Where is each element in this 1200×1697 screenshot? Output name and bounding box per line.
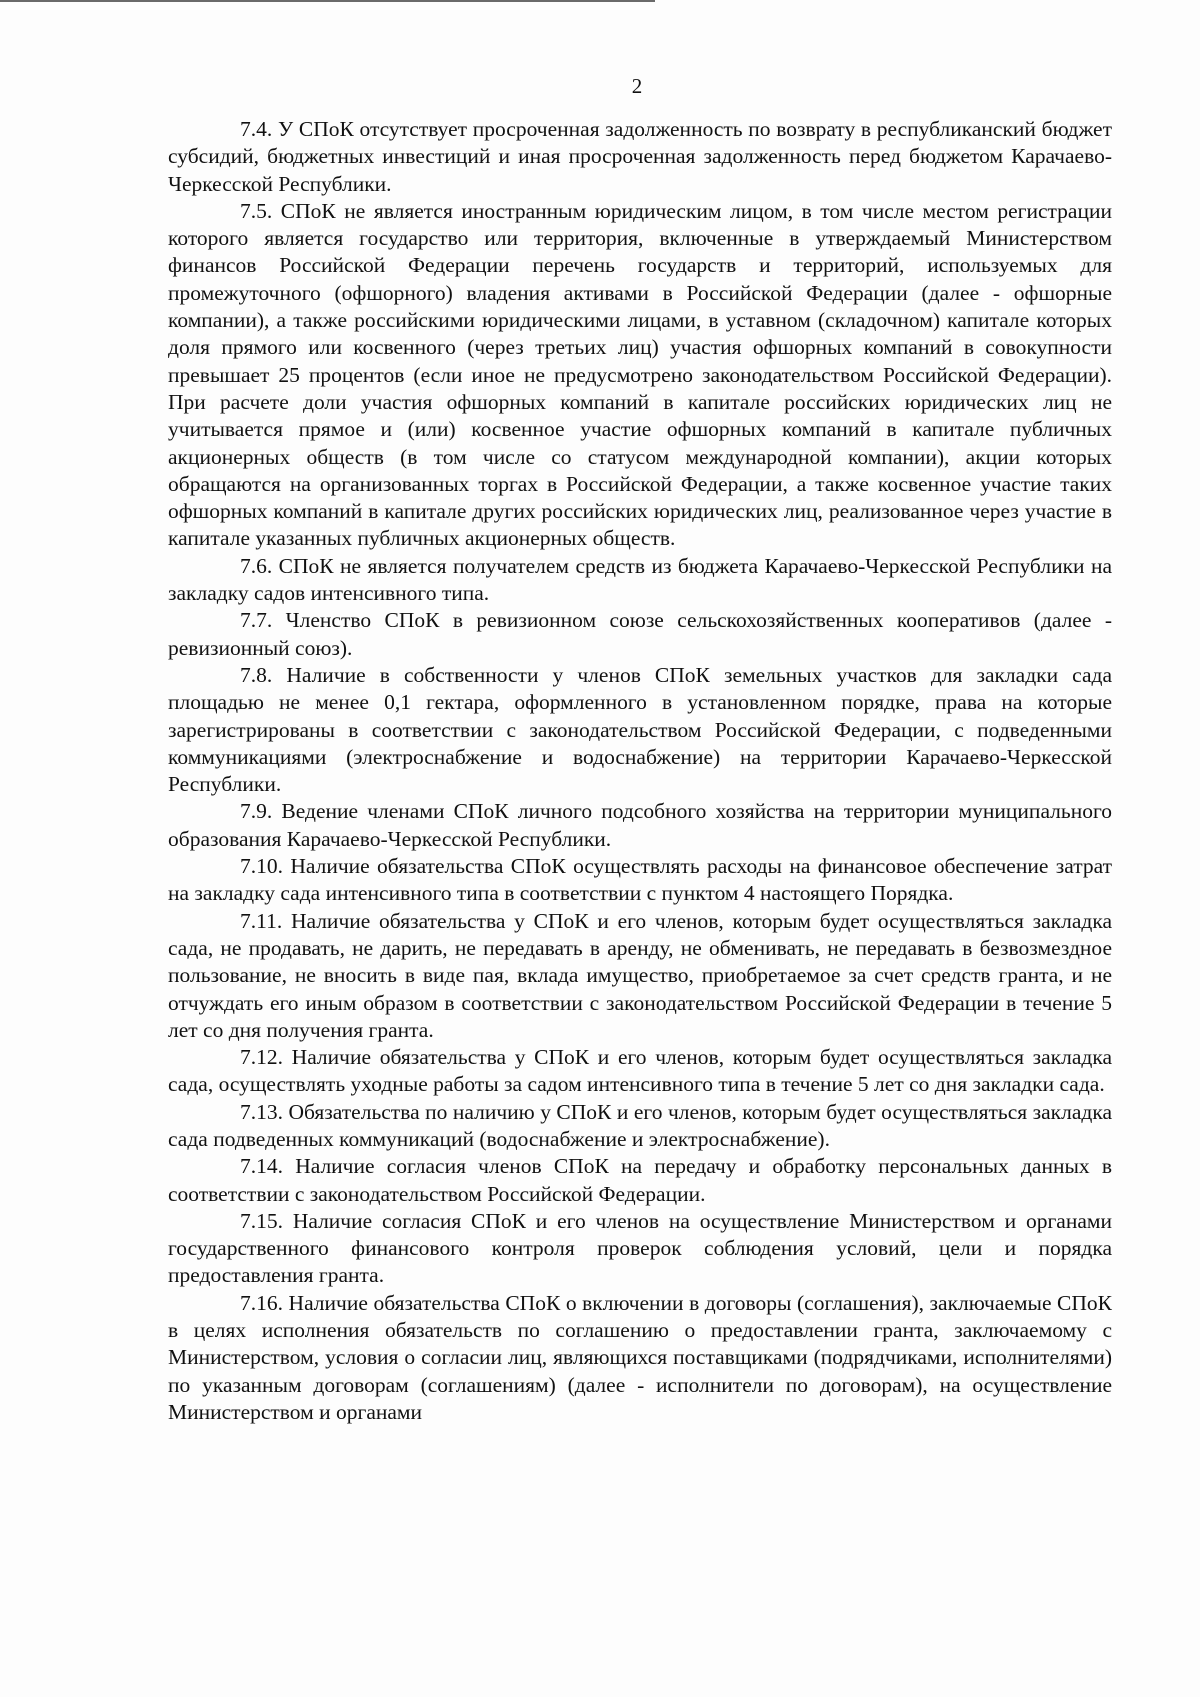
paragraph-7-5: 7.5. СПоК не является иностранным юридическим лицом, в том числе местом регистрации которого является государство или территория, включенные в утверждаемый Министерством финансов Российской Федерации перечень государств и территорий, используемых для промежуточного (офшорного) владения активами в Российской Федерации (далее - офшорные компании), а также российскими юридическими лицами, в уставном (складочном) капитале которых доля прямого или косвенного (через третьих лиц) участия офшорных компаний в совокупности превышает 25 процентов (если иное не предусмотрено законодательством Российской Федерации). При расчете доли участия офшорных компаний в капитале российских юридических лиц не учитывается прямое и (или) косвенное участие офшорных компаний в капитале публичных акционерных обществ (в том числе со статусом международной компании), акции которых обращаются на организованных торгах в Российской Федерации, а также косвенное участие таких офшорных компаний в капитале других российских юридических лиц, реализованное через участие в капитале указанных публичных акционерных обществ. [168,198,1112,551]
paragraph-7-14: 7.14. Наличие согласия членов СПоК на передачу и обработку персональных данных в соответствии с законодательством Российской Федерации. [168,1154,1112,1206]
paragraph-7-4: 7.4. У СПоК отсутствует просроченная задолженность по возврату в республиканский бюджет субсидий, бюджетных инвестиций и иная просроченная задолженность перед бюджетом Карачаево-Черкесской Республики. [168,117,1112,196]
paragraph-7-12: 7.12. Наличие обязательства у СПоК и его членов, которым будет осуществляться закладка сада, осуществлять уходные работы за садом интенсивного типа в течение 5 лет со дня закладки сада. [168,1045,1112,1097]
paragraph-7-8: 7.8. Наличие в собственности у членов СПоК земельных участков для закладки сада площадью не менее 0,1 гектара, оформленного в установленном порядке, права на которые зарегистрированы в соответствии с законодательством Российской Федерации, с подведенными коммуникациями (электроснабжение и водоснабжение) на территории Карачаево-Черкесской Республики. [168,662,1112,797]
paragraph-7-6: 7.6. СПоК не является получателем средств из бюджета Карачаево-Черкесской Республики на закладку садов интенсивного типа. [168,553,1112,606]
paragraph-7-13: 7.13. Обязательства по наличию у СПоК и его членов, которым будет осуществляться закладка сада подведенных коммуникаций (водоснабжение и электроснабжение). [168,1099,1112,1151]
paragraph-7-7: 7.7. Членство СПоК в ревизионном союзе сельскохозяйственных кооперативов (далее - ревизионный союз). [168,608,1112,660]
paragraph-7-10: 7.10. Наличие обязательства СПоК осуществлять расходы на финансовое обеспечение затрат на закладку сада интенсивного типа в соответствии с пунктом 4 настоящего Порядка. [168,854,1112,906]
paragraph-7-9: 7.9. Ведение членами СПоК личного подсобного хозяйства на территории муниципального образования Карачаево-Черкесской Республики. [168,799,1112,851]
document-body [168,116,1112,1426]
paragraph-7-15: 7.15. Наличие согласия СПоК и его членов на осуществление Министерством и органами государственного финансового контроля проверок соблюдения условий, цели и порядка предоставления гранта. [168,1208,1112,1288]
scan-edge-line [0,0,655,2]
paragraph-7-16: 7.16. Наличие обязательства СПоК о включении в договоры (соглашения), заключаемые СПоК в целях исполнения обязательств по соглашению о предоставлении гранта, заключаемому с Министерством, условия о согласии лиц, являющихся поставщиками (подрядчиками, исполнителями) по указанным договорам (соглашениям) (далее - исполнители по договорам), на осуществление Министерством и органами [168,1290,1112,1424]
paragraph-7-11: 7.11. Наличие обязательства у СПоК и его членов, которым будет осуществляться закладка сада, не продавать, не дарить, не передавать в аренду, не обменивать, не передавать в безвозмездное пользование, не вносить в виде пая, вклада имущество, приобретаемое за счет средств гранта, и не отчуждать его иным образом в соответствии с законодательством Российской Федерации в течение 5 лет со дня получения гранта. [168,908,1112,1042]
page-number: 2 [631,74,643,98]
